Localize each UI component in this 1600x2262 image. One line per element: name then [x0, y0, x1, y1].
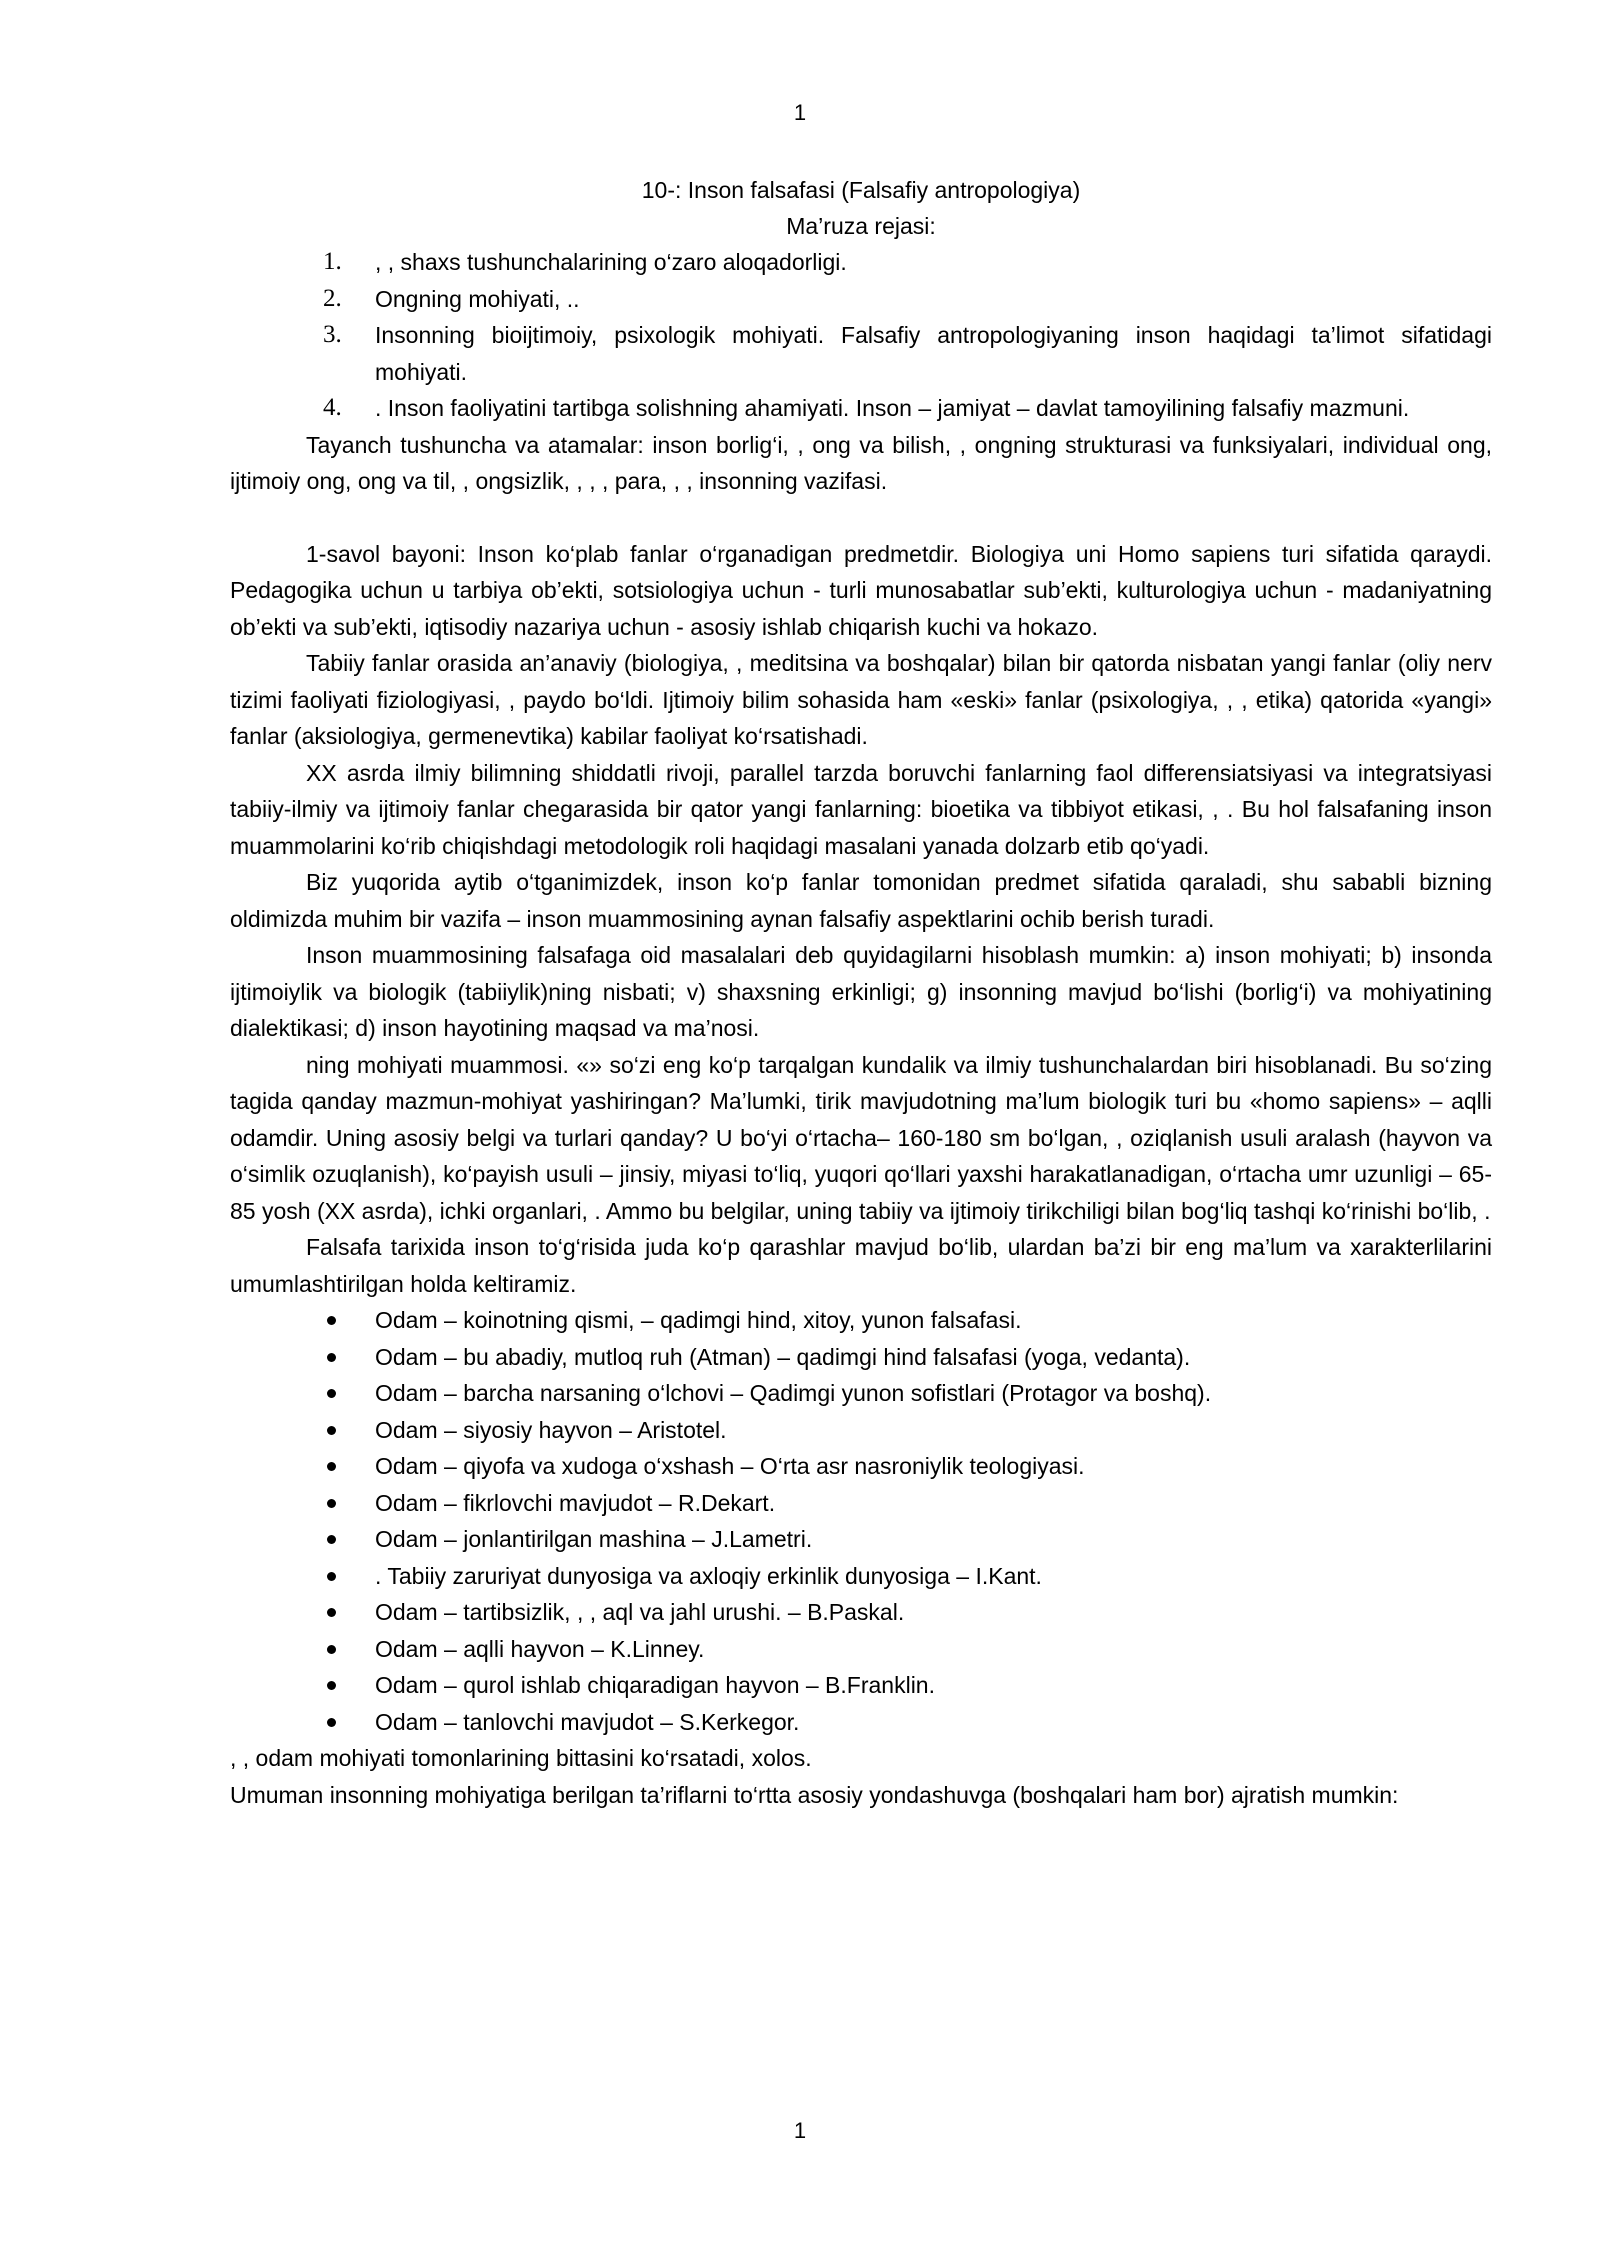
bullet-item: [375, 1521, 1492, 1558]
bullet-icon: [327, 1426, 336, 1435]
bullet-icon: [327, 1462, 336, 1471]
plan-item-text: . Inson faoliyatini tartibga solishning ahamiyati. Inson – jamiyat – davlat tamoyilining falsafiy mazmuni.: [375, 395, 1410, 421]
bullet-text: Odam – barcha narsaning o‘lchovi – Qadimgi yunon sofistlari (Protagor va boshq).: [375, 1380, 1212, 1406]
bullet-icon: [327, 1535, 336, 1544]
body-paragraph: Tabiiy fanlar orasida an’anaviy (biologiya, , meditsina va boshqalar) bilan bir qatorda nisbatan yangi fanlar (oliy nerv tizimi faoliyati fiziologiyasi, , paydo bo‘ldi. Ijtimoiy bilim sohasida ham «eski» fanlar (psixologiya, , , etika) qatorida «yangi» fanlar (aksiologiya, germenevtika) kabilar faoliyat ko‘rsatishadi.: [230, 650, 1492, 749]
plan-item-number: 1.: [323, 248, 342, 275]
bullet-icon: [327, 1499, 336, 1508]
bullet-item: [375, 1485, 1492, 1522]
bullet-item: [375, 1302, 1492, 1339]
plan-item: [323, 390, 1492, 427]
body-paragraph: ning mohiyati muammosi. «» so‘zi eng ko‘p tarqalgan kundalik va ilmiy tushunchalardan biri hisoblanadi. Bu so‘zing tagida qanday mazmun-mohiyat yashiringan? Ma’lumki, tirik mavjudotning ma’lum biologik turi bu «homo sapiens» – aqlli odamdir. Uning asosiy belgi va turlari qanday? U bo‘yi o‘rtacha– 160-180 sm bo‘lgan, , oziqlanish usuli aralash (hayvon va o‘simlik ozuqlanish), ko‘payish usuli – jinsiy, miyasi to‘liq, yuqori qo‘llari yaxshi harakatlanadigan, o‘rtacha umr uzunligi – 65-85 yosh (XX asrda), ichki organlari, . Ammo bu belgilar, uning tabiiy va ijtimoiy tirikchiligi bilan bog‘liq tashqi ko‘rinishi bo‘lib, .: [230, 1051, 1492, 1224]
bullet-text: Odam – koinotning qismi, – qadimgi hind, xitoy, yunon falsafasi.: [375, 1307, 1022, 1333]
bullet-item: [375, 1704, 1492, 1741]
closing-paragraph: , , odam mohiyati tomonlarining bittasini ko‘rsatadi, xolos.: [230, 1745, 812, 1771]
bullet-item: [375, 1339, 1492, 1376]
bullet-text: Odam – siyosiy hayvon – Aristotel.: [375, 1416, 727, 1443]
page-number-top: 1: [793, 100, 807, 125]
body-paragraph: Biz yuqorida aytib o‘tganimizdek, inson ko‘p fanlar tomonidan predmet sifatida qaraladi, shu sababli bizning oldimizda muhim bir vazifa – inson muammosining aynan falsafiy aspektlarini ochib berish turadi.: [230, 869, 1492, 932]
bullet-icon: [327, 1681, 336, 1690]
plan-item-number: 2.: [323, 284, 342, 312]
body-paragraph: XX asrda ilmiy bilimning shiddatli rivoji, parallel tarzda boruvchi fanlarning faol differensiatsiyasi va integratsiyasi tabiiy-ilmiy va ijtimoiy fanlar chegarasida bir qator yangi fanlarning: bioetika va tibbiyot etikasi, , . Bu hol falsafaning inson muammolarini ko‘rib chiqishdagi metodologik roli haqidagi masalani yanada dolzarb etib qo‘yadi.: [230, 759, 1492, 859]
bullet-icon: [327, 1353, 336, 1362]
keywords-paragraph: Tayanch tushuncha va atamalar: inson borlig‘i, , ong va bilish, , ongning strukturasi va funksiyalari, individual ong, ijtimoiy ong, ong va til, , ongsizlik, , , , para, , , insonning vazifasi.: [230, 431, 1492, 494]
lecture-plan-list: [230, 244, 1492, 427]
bullet-item: [375, 1594, 1492, 1631]
bullet-item: [375, 1375, 1492, 1412]
plan-item-text: , , shaxs tushunchalarining o‘zaro aloqadorligi.: [375, 249, 847, 275]
plan-item-text: Insonning bioijtimoiy, psixologik mohiyati. Falsafiy antropologiyaning inson haqidagi ta’limot sifatidagi mohiyati.: [375, 322, 1492, 385]
plan-item: [323, 244, 1492, 281]
bullet-item: [375, 1631, 1492, 1668]
bullet-icon: [327, 1645, 336, 1654]
plan-item-text: Ongning mohiyati, ..: [375, 285, 580, 312]
bullet-text: Odam – jonlantirilgan mashina – J.Lametri.: [375, 1526, 813, 1552]
spacer: [230, 500, 1492, 536]
plan-item: [323, 281, 1492, 318]
bullet-icon: [327, 1316, 336, 1325]
page-number-bottom: 1: [793, 2118, 807, 2143]
bullet-icon: [327, 1608, 336, 1617]
plan-item-number: 3.: [323, 321, 342, 348]
bullet-item: [375, 1667, 1492, 1704]
closing-paragraph: Umuman insonning mohiyatiga berilgan ta’riflarni to‘rtta asosiy yondashuvga (boshqalari ham bor) ajratish mumkin:: [230, 1781, 1399, 1808]
bullet-text: Odam – aqlli hayvon – K.Linney.: [375, 1635, 705, 1662]
bullet-text: Odam – qurol ishlab chiqaradigan hayvon – B.Franklin.: [375, 1672, 935, 1698]
plan-item-number: 4.: [323, 394, 342, 421]
definitions-bullet-list: [230, 1302, 1492, 1740]
bullet-icon: [327, 1718, 336, 1727]
lecture-title: 10-: Inson falsafasi (Falsafiy antropologiya): [641, 177, 1081, 203]
bullet-text: Odam – fikrlovchi mavjudot – R.Dekart.: [375, 1489, 776, 1516]
document-page: [230, 90, 1492, 1813]
bullet-text: Odam – tanlovchi mavjudot – S.Kerkegor.: [375, 1708, 800, 1735]
body-paragraph: Inson muammosining falsafaga oid masalalari deb quyidagilarni hisoblash mumkin: a) inson mohiyati; b) insonda ijtimoiylik va biologik (tabiiylik)ning nisbati; v) shaxsning erkinligi; g) insonning mavjud bo‘lishi (borlig‘i) va mohiyatining dialektikasi; d) inson hayotining maqsad va ma’nosi.: [230, 942, 1492, 1041]
bullet-text: . Tabiiy zaruriyat dunyosiga va axloqiy erkinlik dunyosiga – I.Kant.: [375, 1562, 1042, 1589]
body-paragraph: Falsafa tarixida inson to‘g‘risida juda ko‘p qarashlar mavjud bo‘lib, ulardan ba’zi bir eng ma’lum va xarakterlilarini umumlashtirilgan holda keltiramiz.: [230, 1234, 1492, 1297]
bullet-text: Odam – bu abadiy, mutloq ruh (Atman) – qadimgi hind falsafasi (yoga, vedanta).: [375, 1343, 1191, 1370]
bullet-icon: [327, 1389, 336, 1398]
plan-item: [323, 317, 1492, 390]
bullet-text: Odam – tartibsizlik, , , aql va jahl urushi. – B.Paskal.: [375, 1599, 905, 1625]
bullet-item: [375, 1412, 1492, 1449]
body-paragraph: 1-savol bayoni: Inson ko‘plab fanlar o‘rganadigan predmetdir. Biologiya uni Homo sapiens turi sifatida qaraydi. Pedagogika uchun u tarbiya ob’ekti, sotsiologiya uchun - turli munosabatlar sub’ekti, kulturologiya uchun - madaniyatning ob’ekti va sub’ekti, iqtisodiy nazariya uchun - asosiy ishlab chiqarish kuchi va hokazo.: [230, 540, 1492, 640]
bullet-text: Odam – qiyofa va xudoga o‘xshash – O‘rta asr nasroniylik teologiyasi.: [375, 1453, 1085, 1479]
bullet-icon: [327, 1572, 336, 1581]
bullet-item: [375, 1448, 1492, 1485]
bullet-item: [375, 1558, 1492, 1595]
plan-heading: Ma’ruza rejasi:: [786, 213, 936, 239]
